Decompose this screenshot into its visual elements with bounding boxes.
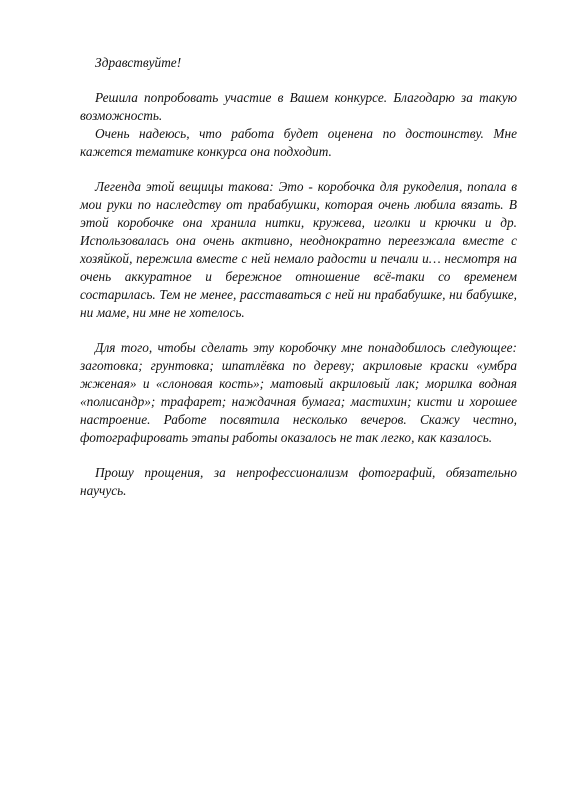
greeting-text: Здравствуйте!	[95, 55, 182, 70]
paragraph-legend: Легенда этой вещицы такова: Это - коробочка для рукоделия, попала в мои руки по наследству от прабабушки, которая очень любила вязать. В этой коробочке она хранила нитки, кружева, иголки и крючки и др. Использовалась она очень активно, неоднократно переезжала вместе с хозяйкой, пережила вместе с ней немало радости и печали и… несмотря на очень аккуратное и бережное отношение всё-таки со временем состарилась. Тем не менее, расставаться с ней ни прабабушке, ни бабушке, ни маме, ни мне не хотелось.	[80, 179, 517, 320]
paragraph-hope: Очень надеюсь, что работа будет оценена по достоинству. Мне кажется тематике конкурса она подходит.	[80, 126, 517, 159]
paragraph-apology: Прошу прощения, за непрофессионализм фотографий, обязательно научусь.	[80, 465, 517, 498]
paragraph-intro: Решила попробовать участие в Вашем конкурсе. Благодарю за такую возможность.	[80, 90, 517, 123]
paragraph-materials: Для того, чтобы сделать эту коробочку мне понадобилось следующее: заготовка; грунтовка; шпатлёвка по дереву; акриловые краски «умбра жженая» и «слоновая кость»; матовый акриловый лак; морилка водная «полисандр»; трафарет; наждачная бумага; мастихин; кисти и хорошее настроение. Работе посвятила несколько вечеров. Скажу честно, фотографировать этапы работы оказалось не так легко, как казалось.	[80, 340, 517, 445]
letter-body	[80, 54, 517, 500]
